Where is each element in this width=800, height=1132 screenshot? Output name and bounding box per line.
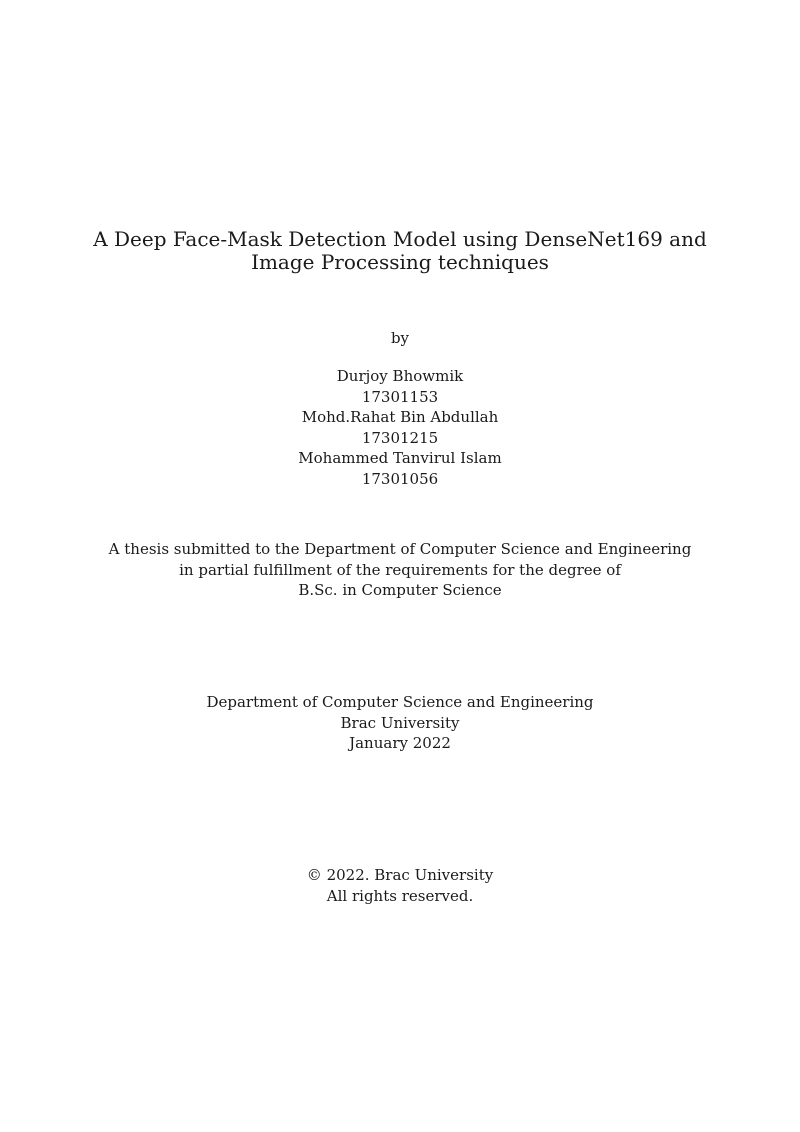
- submission-statement: [0, 539, 800, 601]
- university-name: Brac University: [340, 713, 460, 732]
- copyright-notice: [0, 865, 800, 906]
- author-id: 17301056: [361, 469, 439, 488]
- author-name: Mohammed Tanvirul Islam: [298, 449, 502, 467]
- affiliation: [0, 692, 800, 754]
- submission-line-3: B.Sc. in Computer Science: [298, 581, 502, 599]
- author-id: 17301153: [361, 387, 439, 406]
- thesis-title-line-2: Image Processing techniques: [251, 250, 549, 274]
- submission-date: January 2022: [349, 734, 451, 752]
- copyright-line-1: © 2022. Brac University: [306, 866, 494, 884]
- author-list: [0, 366, 800, 489]
- department-name: Department of Computer Science and Engineering: [206, 693, 594, 711]
- author-name: Mohd.Rahat Bin Abdullah: [301, 408, 499, 426]
- by-label: by: [390, 329, 410, 347]
- author-name: Durjoy Bhowmik: [336, 367, 464, 385]
- thesis-title: [0, 228, 800, 274]
- submission-line-1: A thesis submitted to the Department of Computer Science and Engineering: [108, 540, 692, 558]
- copyright-line-2: All rights reserved.: [326, 886, 474, 905]
- submission-line-2: in partial fulfillment of the requirements for the degree of: [179, 560, 621, 579]
- thesis-title-line-1: A Deep Face-Mask Detection Model using DenseNet169 and: [93, 227, 707, 251]
- author-id: 17301215: [361, 428, 439, 447]
